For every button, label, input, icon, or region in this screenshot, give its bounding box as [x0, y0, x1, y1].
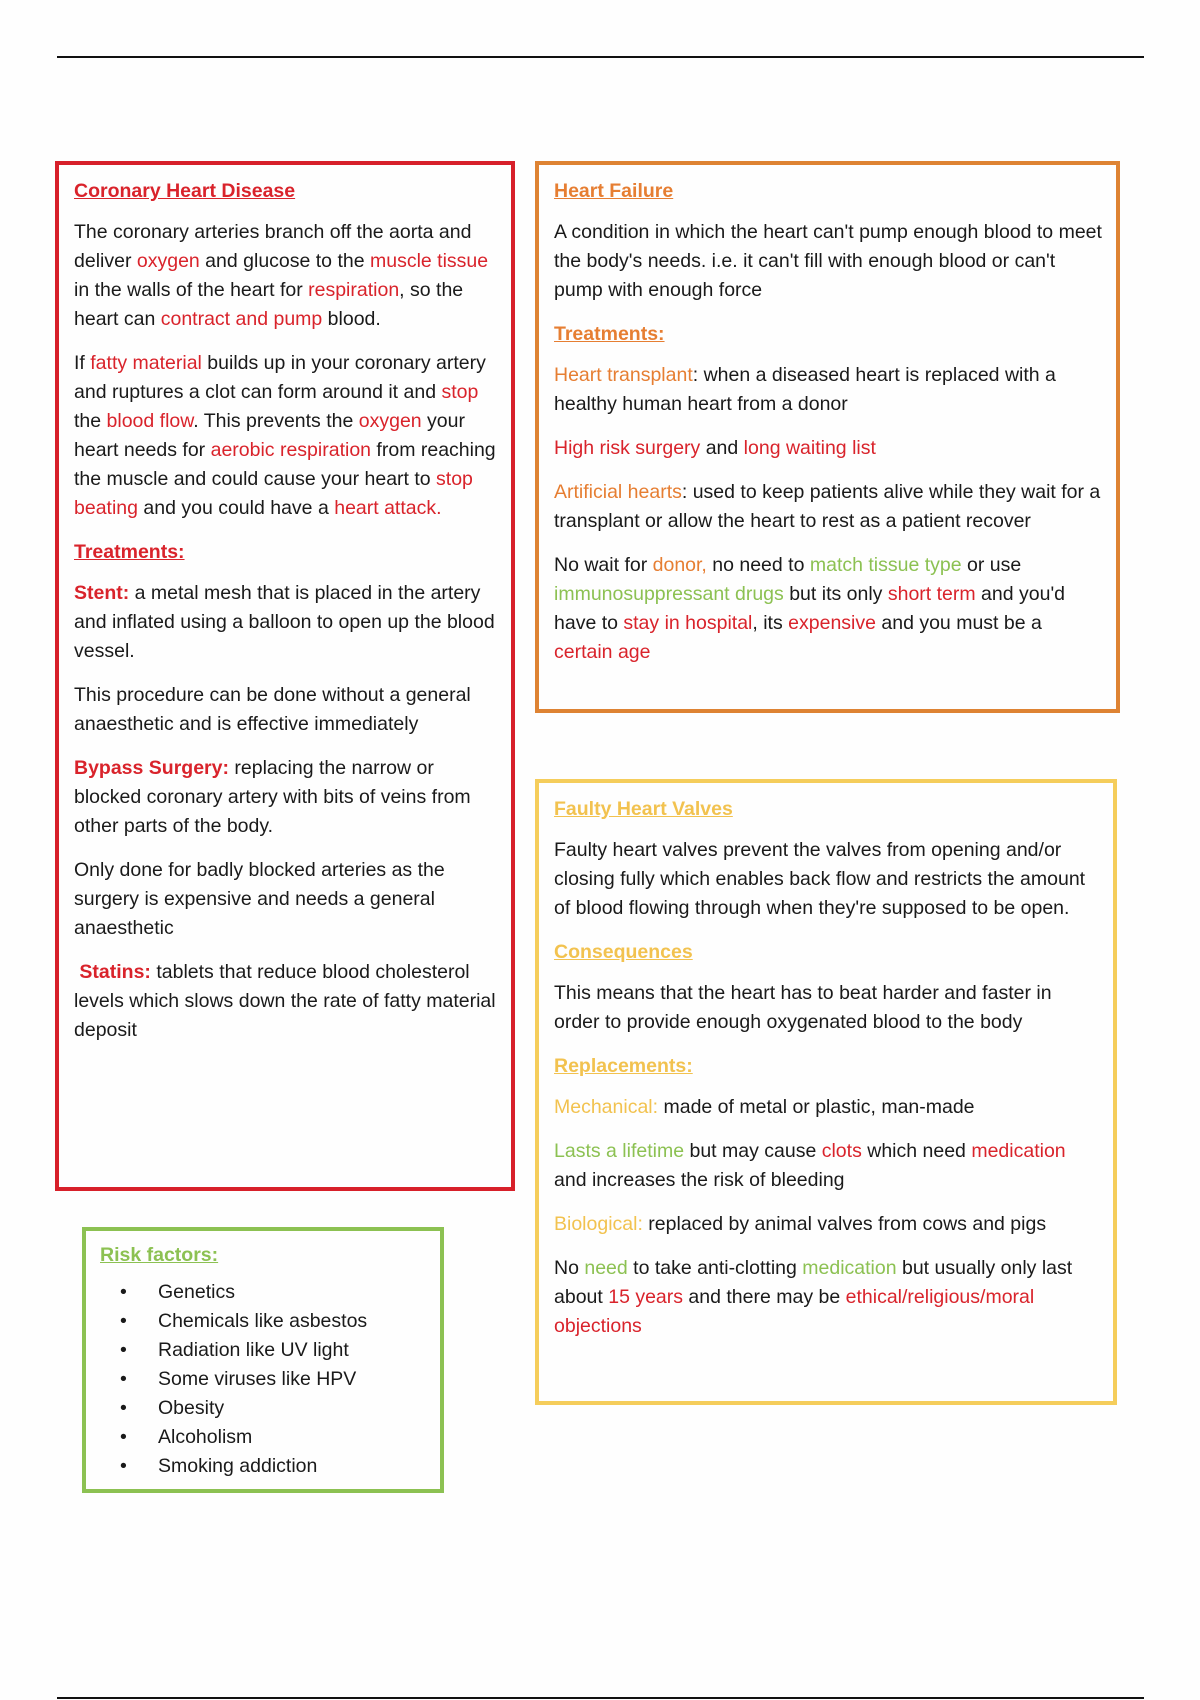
bullet-icon: • — [120, 1455, 127, 1477]
consequences-text: This means that the heart has to beat harder and faster in order to provide enough oxygenated blood to the body — [554, 982, 1052, 1033]
list-item: • Smoking addiction — [158, 1452, 426, 1481]
chd-paragraph-1: The coronary arteries branch off the aorta and deliver oxygen and glucose to the muscle tissue in the walls of the heart for respiration, so the heart can contract and pump blood. — [74, 221, 489, 330]
bullet-icon: • — [120, 1368, 127, 1390]
hf-intro: A condition in which the heart can't pump enough blood to meet the body's needs. i.e. it can't fill with enough blood or can't pump with enough force — [554, 221, 1102, 301]
transplant-risk: High risk surgery and long waiting list — [554, 437, 876, 459]
biological-note: No need to take anti-clotting medication but usually only last about 15 years and there may be ethical/religious/moral objections — [554, 1257, 1073, 1337]
transplant-paragraph: Heart transplant: when a diseased heart is replaced with a healthy human heart from a donor — [554, 364, 1056, 415]
consequences-heading: Consequences — [554, 941, 693, 963]
chd-treatments-heading: Treatments: — [74, 541, 185, 563]
fhv-intro: Faulty heart valves prevent the valves from opening and/or closing fully which enables back flow and restricts the amount of blood flowing through when they're supposed to be open. — [554, 839, 1086, 919]
bullet-icon: • — [120, 1426, 127, 1448]
artificial-note: No wait for donor, no need to match tissue type or use immunosuppressant drugs but its only short term and you'd have to stay in hospital, its expensive and you must be a certain age — [554, 554, 1066, 663]
risk-factors-box — [82, 1227, 444, 1493]
stent-paragraph: Stent: a metal mesh that is placed in the artery and inflated using a balloon to open up the blood vessel. — [74, 582, 495, 662]
chd-title: Coronary Heart Disease — [74, 180, 296, 202]
faulty-heart-valves-box — [535, 779, 1117, 1405]
risk-factors-list — [100, 1278, 426, 1481]
heart-failure-box — [535, 161, 1120, 713]
list-item: • Radiation like UV light — [158, 1336, 426, 1365]
bypass-paragraph: Bypass Surgery: replacing the narrow or blocked coronary artery with bits of veins from other parts of the body. — [74, 757, 471, 837]
list-item: • Alcoholism — [158, 1423, 426, 1452]
list-item: • Genetics — [158, 1278, 426, 1307]
mechanical-paragraph: Mechanical: made of metal or plastic, man-made — [554, 1096, 975, 1118]
bullet-icon: • — [120, 1310, 127, 1332]
top-rule — [57, 56, 1144, 58]
bullet-icon: • — [120, 1339, 127, 1361]
chd-paragraph-2: If fatty material builds up in your coronary artery and ruptures a clot can form around it and stop the blood flow. This prevents the oxygen your heart needs for aerobic respiration from reaching the muscle and could cause your heart to stop beating and you could have a heart attack. — [74, 352, 496, 519]
risk-factors-title: Risk factors: — [100, 1244, 219, 1266]
statins-paragraph: Statins: tablets that reduce blood cholesterol levels which slows down the rate of fatty material deposit — [74, 961, 496, 1041]
list-item: • Obesity — [158, 1394, 426, 1423]
biological-paragraph: Biological: replaced by animal valves from cows and pigs — [554, 1213, 1047, 1235]
bypass-note: Only done for badly blocked arteries as the surgery is expensive and needs a general anaesthetic — [74, 859, 445, 939]
bullet-icon: • — [120, 1397, 127, 1419]
bullet-icon: • — [120, 1281, 127, 1303]
artificial-paragraph: Artificial hearts: used to keep patients alive while they wait for a transplant or allow the heart to rest as a patient recover — [554, 481, 1101, 532]
fhv-title: Faulty Heart Valves — [554, 798, 733, 820]
mechanical-note: Lasts a lifetime but may cause clots which need medication and increases the risk of bleeding — [554, 1140, 1066, 1191]
replacements-heading: Replacements: — [554, 1055, 693, 1077]
hf-treatments-heading: Treatments: — [554, 323, 665, 345]
stent-note: This procedure can be done without a general anaesthetic and is effective immediately — [74, 684, 471, 735]
bottom-rule — [57, 1697, 1144, 1699]
list-item: • Some viruses like HPV — [158, 1365, 426, 1394]
list-item: • Chemicals like asbestos — [158, 1307, 426, 1336]
hf-title: Heart Failure — [554, 180, 674, 202]
coronary-heart-disease-box — [55, 161, 515, 1191]
